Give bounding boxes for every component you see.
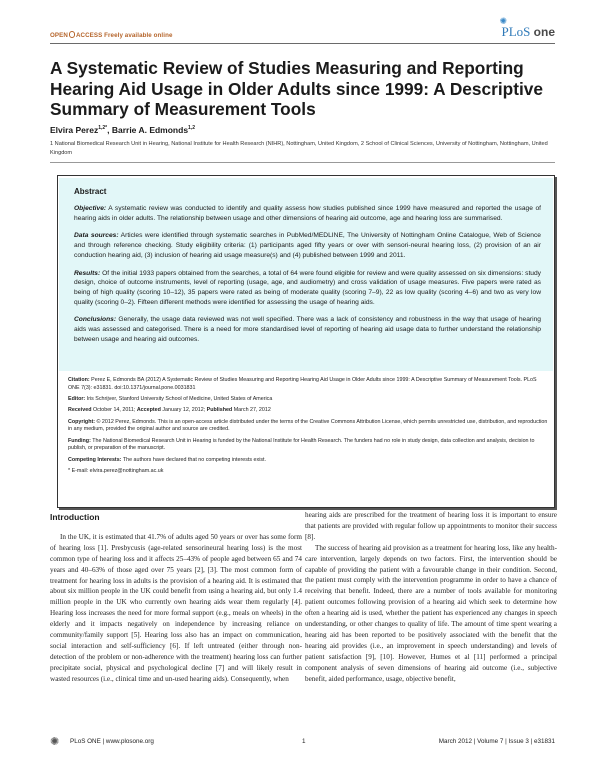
sun-burst-icon: ✺ [499, 16, 508, 26]
received-date: October 14, 2011; [91, 407, 137, 414]
funding [68, 438, 548, 453]
author-name[interactable]: Barrie A. Edmonds [111, 125, 189, 135]
freely-available-text: Freely available online [104, 32, 173, 39]
section-text: A systematic review was conducted to identify and quality assess how studies published since 1999 have measured and reported the usage of hearing aids in older adults. The relationship between usage and other dimensions of hearing aid outcome, age and hearing loss are summarised. [74, 205, 541, 222]
abstract-heading: Abstract [74, 187, 107, 196]
section-label: Objective: [74, 205, 107, 212]
copyright-text: © 2012 Perez, Edmonds. This is an open-access article distributed under the terms of the Creative Commons Attribution License, which permits unrestricted use, distribution, and reproduction in any medium, provided the original author and source are credited. [68, 418, 548, 433]
editor [68, 396, 548, 404]
editor-label: Editor: [68, 396, 86, 402]
article-metadata [68, 377, 548, 479]
introduction-heading: Introduction [50, 512, 100, 522]
affiliations: 1 National Biomedical Research Unit in Hearing, National Institute for Health Research (NIHR), Nottingham, United Kingdom, 2 School of Clinical Sciences, University of Nottingham, Nottingham, United Kingdom [50, 141, 548, 156]
accepted-label: Accepted [136, 407, 161, 414]
issue-info: March 2012 | Volume 7 | Issue 3 | e31831 [438, 738, 555, 745]
published-label: Published [206, 407, 233, 414]
article-title: A Systematic Review of Studies Measuring and Reporting Hearing Aid Usage in Older Adults since 1999: A Descriptive Summary of Measurement Tools [50, 58, 543, 119]
accepted-date: January 12, 2012; [160, 407, 207, 414]
abstract-conclusions [74, 315, 541, 344]
author-affiliation-marker: 1,2* [98, 125, 108, 132]
author-separator: , [107, 125, 112, 135]
body-paragraph: The success of hearing aid provision as a treatment for hearing loss, like any health-care intervention, largely depends on two factors. First, the intervention should be capable of providing the patient with a favourable change in their condition. Second, the patient must comply with the intervention programme in order to have a chance of receiving that benefit. Indeed, there are a number of tools available for monitoring patient outcomes following provision of a hearing aid which seek to determine how often a hearing aid is used, whether the patient has experienced any changes in speech understanding, or other changes to quality of life. The amount of time spent wearing a hearing aid has been reported to be positively associated with the benefit that the hearing aid provides (i.e., an improvement in speech understanding) and levels of patient satisfaction [9], [10]. However, Humes et al [11] performed a principal component analysis of seven dimensions of hearing aid outcome (i.e., subjective benefit, aided performance, usage, objective benefit, [305, 543, 557, 683]
logo-plos: PLoS [501, 24, 531, 39]
section-label: Conclusions: [74, 316, 117, 324]
published-date: March 27, 2012 [232, 407, 271, 414]
editor-text: Iris Schrijver, Stanford University School of Medicine, United States of America [85, 396, 273, 402]
citation-label: Citation: [68, 377, 90, 383]
body-paragraph: In the UK, it is estimated that 41.7% of adults aged 50 years or over has some form of hearing loss [1]. Presbycusis (age-related sensorineural hearing loss) is the most common type of hearing loss and it affects 25–43% of people aged between 65 and 74 years and 40–63% of those aged over 75 years [2], [3]. The most common form of treatment for hearing loss in adults is the provision of a hearing aid. It is estimated that about six million people in the UK could benefit from using a hearing aid, but only 1.4 million people in the UK who currently own hearing aids wear them regularly [4]. Hearing loss increases the need for more formal support (e.g., meals on wheels) in the elderly and it impacts negatively on independence by increasing reliance on community/family support [5]. Hearing loss also has an impact on communication, social interaction and self-sufficiency [6]. If left untreated (either through non-detection of the problem or non-adherence with the treatment) hearing loss can further precipitate social, physical and psychological decline [7] and will likely result in wasted resources (i.e., clinical time and un-used hearing aids). Consequently, when [50, 532, 302, 683]
body-column-left [50, 512, 302, 685]
contact-email[interactable]: * E-mail: elvira.perez@nottingham.ac.uk [68, 467, 164, 474]
journal-logo [499, 16, 556, 40]
competing-text: The authors have declared that no competing interests exist. [121, 456, 267, 463]
author-list [50, 125, 195, 135]
logo-one: one [533, 25, 555, 39]
open-lock-icon [69, 31, 75, 38]
abstract-results [74, 269, 541, 308]
page-footer [50, 735, 555, 749]
body-paragraph: hearing aids are prescribed for the treatment of hearing loss it is important to ensure that patients are provided with regular follow up appointments to monitor their success [8]. [305, 511, 557, 541]
citation [68, 377, 548, 392]
funding-label: Funding: [68, 437, 91, 444]
access-label: ACCESS [75, 32, 103, 39]
section-label: Results: [74, 269, 101, 277]
funding-text: The National Biomedical Research Unit in Hearing is funded by the National Institute for Health Research. The funders had no role in study design, data collection and analysis, decision to publish, or preparation of the manuscript. [68, 437, 535, 452]
section-text: Articles were identified through systematic searches in PubMed/MEDLINE, The University of Nottingham Online Catalogue, Web of Science and through reference checking. Study eligibility criteria: (1) participants aged fifty years or over with sensori-neural hearing loss, (2) provision of an air conduction hearing aid, (3) inclusion of hearing aid usage measure(s) and (4) published between 1999 and 2011. [74, 232, 542, 259]
page-header [50, 16, 555, 44]
author-affiliation-marker: 1,2 [188, 125, 195, 132]
page-number: 1 [302, 738, 306, 745]
abstract-panel [59, 178, 553, 371]
footer-journal-link[interactable]: PLoS ONE | www.plosone.org [70, 738, 154, 745]
citation-text[interactable]: Perez E, Edmonds BA (2012) A Systematic Review of Studies Measuring and Reporting Hearing Aid Usage in Older Adults since 1999: A Descriptive Summary of Measurement Tools. PLoS ONE 7(3): e31831. doi:10.1371/journal.pone.0031831 [68, 377, 537, 391]
competing-interests [68, 457, 548, 465]
copyright-label: Copyright: [68, 418, 96, 425]
section-text: Of the initial 1933 papers obtained from the searches, a total of 64 were found eligible for review and were quality assessed on six dimensions: study design, choice of outcome instruments, level of reporting (usage, age, and audiometry) and cross validation of usage measures. Five papers were rated as being of high quality (scoring 10–12), 35 papers were rated as being of moderate quality (scoring 7–9), 22 as low quality (scoring 4–6) and two as very low quality (scoring 0–2). Fifteen different methods were identified for assessing the usage of hearing aids. [74, 269, 541, 306]
divider [50, 162, 555, 163]
article-info-box [57, 175, 555, 508]
abstract-objective [74, 204, 541, 223]
body-column-right [305, 510, 557, 685]
plos-sun-logo-icon: ✺ [50, 736, 60, 748]
section-label: Data sources: [74, 232, 119, 240]
open-label: OPEN [50, 32, 68, 39]
section-text: Generally, the usage data reviewed was not well specified. There was a lack of consistency and robustness in the way that usage of hearing aids was assessed and categorised. There is a need for more standardised level of reporting of hearing aid usage data to further understand the relationship between usage and hearing aid outcomes. [74, 316, 541, 343]
dates [68, 407, 548, 415]
received-label: Received [68, 407, 92, 414]
author-name[interactable]: Elvira Perez [50, 125, 99, 135]
open-access-badge [50, 31, 173, 39]
competing-label: Competing Interests: [68, 456, 122, 463]
copyright [68, 419, 548, 434]
abstract-data-sources [74, 231, 541, 260]
